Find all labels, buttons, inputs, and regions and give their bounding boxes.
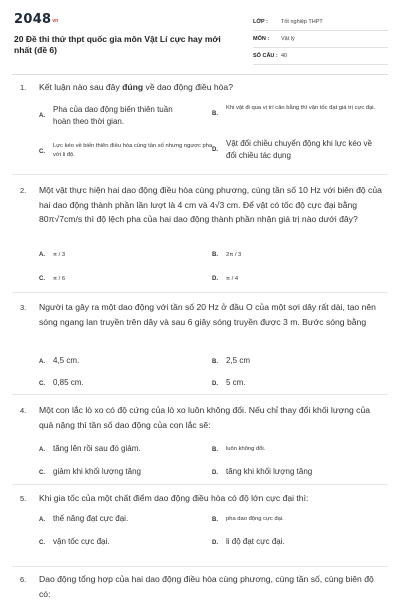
option-letter: D. [212, 276, 218, 282]
option-letter: B. [212, 111, 218, 117]
question-text-part: về dao động điều hòa? [143, 82, 233, 92]
option-c[interactable] [39, 142, 219, 160]
meta-value: Tốt nghiệp THPT [281, 19, 323, 25]
question-text-part: Kết luận nào sau đây [39, 82, 123, 92]
option-d[interactable] [212, 138, 372, 162]
option-letter: D. [212, 147, 218, 153]
option-letter: A. [39, 113, 45, 119]
option-text: pha dao động cực đại. [226, 516, 284, 522]
option-b[interactable] [212, 355, 362, 367]
option-letter: C. [39, 149, 45, 155]
meta-label: LỚP : [253, 19, 268, 25]
question-text-emphasis: đúng [122, 82, 144, 92]
option-letter: D. [212, 540, 218, 546]
meta-label: MÔN : [253, 36, 270, 42]
option-text: 2π / 3 [226, 252, 242, 258]
question-number: 6. [20, 575, 27, 584]
question-text: Khi gia tốc của một chất điểm dao động điều hòa có độ lớn cực đại thì: [39, 493, 309, 503]
option-b[interactable] [212, 443, 362, 455]
option-c[interactable] [39, 466, 199, 478]
option-text: 2,5 cm [226, 356, 251, 365]
option-text: luôn không đổi. [226, 446, 266, 452]
option-letter: B. [212, 447, 218, 453]
document-header [0, 0, 400, 74]
question-divider [12, 484, 388, 485]
option-text: Pha của dao động biến thiên tuần hoàn theo thời gian. [53, 105, 173, 126]
option-text: li độ đạt cực đại. [226, 537, 285, 546]
option-d[interactable] [212, 466, 372, 478]
option-a[interactable] [39, 104, 189, 128]
option-d[interactable] [212, 275, 362, 284]
option-text: Vật đổi chiều chuyển động khi lực kéo về đổi chiều tác dụng [226, 139, 372, 160]
question-divider [12, 394, 388, 395]
header-divider [12, 74, 388, 75]
question-text [39, 80, 384, 95]
option-text: π / 6 [53, 276, 66, 282]
option-letter: C. [39, 540, 45, 546]
option-letter: D. [212, 470, 218, 476]
option-letter: A. [39, 517, 45, 523]
exam-meta [253, 14, 388, 65]
option-text: 5 cm. [226, 378, 246, 387]
page-title: 20 Đề thi thử thpt quốc gia môn Vật Lí cực hay mới nhất (đề 6) [14, 34, 221, 55]
option-a[interactable] [39, 443, 199, 455]
option-letter: B. [212, 517, 218, 523]
question-divider [12, 292, 388, 293]
meta-row-count [253, 48, 388, 65]
question-divider [12, 174, 388, 175]
question-text: Người ta gây ra một dao động với tần số 20 Hz ở đầu O của một sợi dây rất dài, tạo nên sóng ngang lan truyền trên dây và sau 6 giây sóng truyền được 3 m. Bước sóng bằng [39, 302, 376, 327]
option-text: vận tốc cực đại. [53, 537, 110, 546]
question-number: 2. [20, 186, 27, 195]
option-letter: B. [212, 359, 218, 365]
option-letter: A. [39, 447, 45, 453]
question-text: Dao động tổng hợp của hai dao động điều hòa cùng phương, cùng tần số, cùng biên độ có: [39, 574, 374, 599]
option-d[interactable] [212, 377, 362, 389]
question-divider [12, 566, 388, 567]
meta-value: Vật lý [281, 36, 295, 42]
option-letter: C. [39, 381, 45, 387]
option-letter: C. [39, 470, 45, 476]
option-text: giảm khi khối lượng tăng [53, 467, 141, 476]
option-c[interactable] [39, 377, 189, 389]
option-a[interactable] [39, 251, 189, 260]
option-letter: D. [212, 381, 218, 387]
option-b[interactable] [212, 104, 382, 117]
question-number: 1. [20, 83, 27, 92]
logo-text: 2048 [14, 12, 52, 27]
option-text: π / 4 [226, 276, 239, 282]
option-text: Lực kéo về biến thiên điều hòa cùng tần số nhưng ngược pha với li độ. [53, 143, 213, 158]
option-letter: A. [39, 252, 45, 258]
option-b[interactable] [212, 513, 372, 525]
option-c[interactable] [39, 275, 189, 284]
option-letter: A. [39, 359, 45, 365]
option-a[interactable] [39, 513, 199, 525]
option-text: tăng lên rồi sau đó giảm. [53, 444, 141, 453]
question-text: Một con lắc lò xo có độ cứng của lò xo luôn không đổi. Nếu chỉ thay đổi khối lượng của quả nặng thì tần số dao động của con lắc sẽ: [39, 405, 371, 430]
option-letter: B. [212, 252, 218, 258]
option-text: Khi vật đi qua vị trí cân bằng thì vận tốc đạt giá trị cực đại. [226, 105, 376, 111]
option-text: 4,5 cm. [53, 356, 80, 365]
meta-label: SỐ CÂU : [253, 53, 278, 59]
meta-row-subject [253, 31, 388, 48]
option-text: tăng khi khối lượng tăng [226, 467, 313, 476]
meta-value: 40 [281, 53, 288, 59]
question-text: Một vật thực hiện hai dao động điều hòa cùng phương, cùng tần số 10 Hz với biên độ của hai dao động thành phần lần lượt là 4 cm và 4√3 cm. Để vật có tốc độ cực đại bằng 80π√7cm/s thì độ lệch pha của hai dao động thành phần nhận giá trị nào dưới đây? [39, 185, 382, 224]
option-a[interactable] [39, 355, 189, 367]
question-number: 4. [20, 406, 27, 415]
meta-row-class [253, 14, 388, 31]
logo-suffix: vn [52, 18, 59, 24]
question-number: 3. [20, 303, 27, 312]
option-d[interactable] [212, 536, 372, 548]
option-b[interactable] [212, 251, 362, 260]
question-number: 5. [20, 494, 27, 503]
option-text: thế năng đạt cực đại. [53, 514, 129, 523]
option-text: π / 3 [53, 252, 66, 258]
option-letter: C. [39, 276, 45, 282]
option-c[interactable] [39, 536, 199, 548]
option-text: 0,85 cm. [53, 378, 84, 387]
